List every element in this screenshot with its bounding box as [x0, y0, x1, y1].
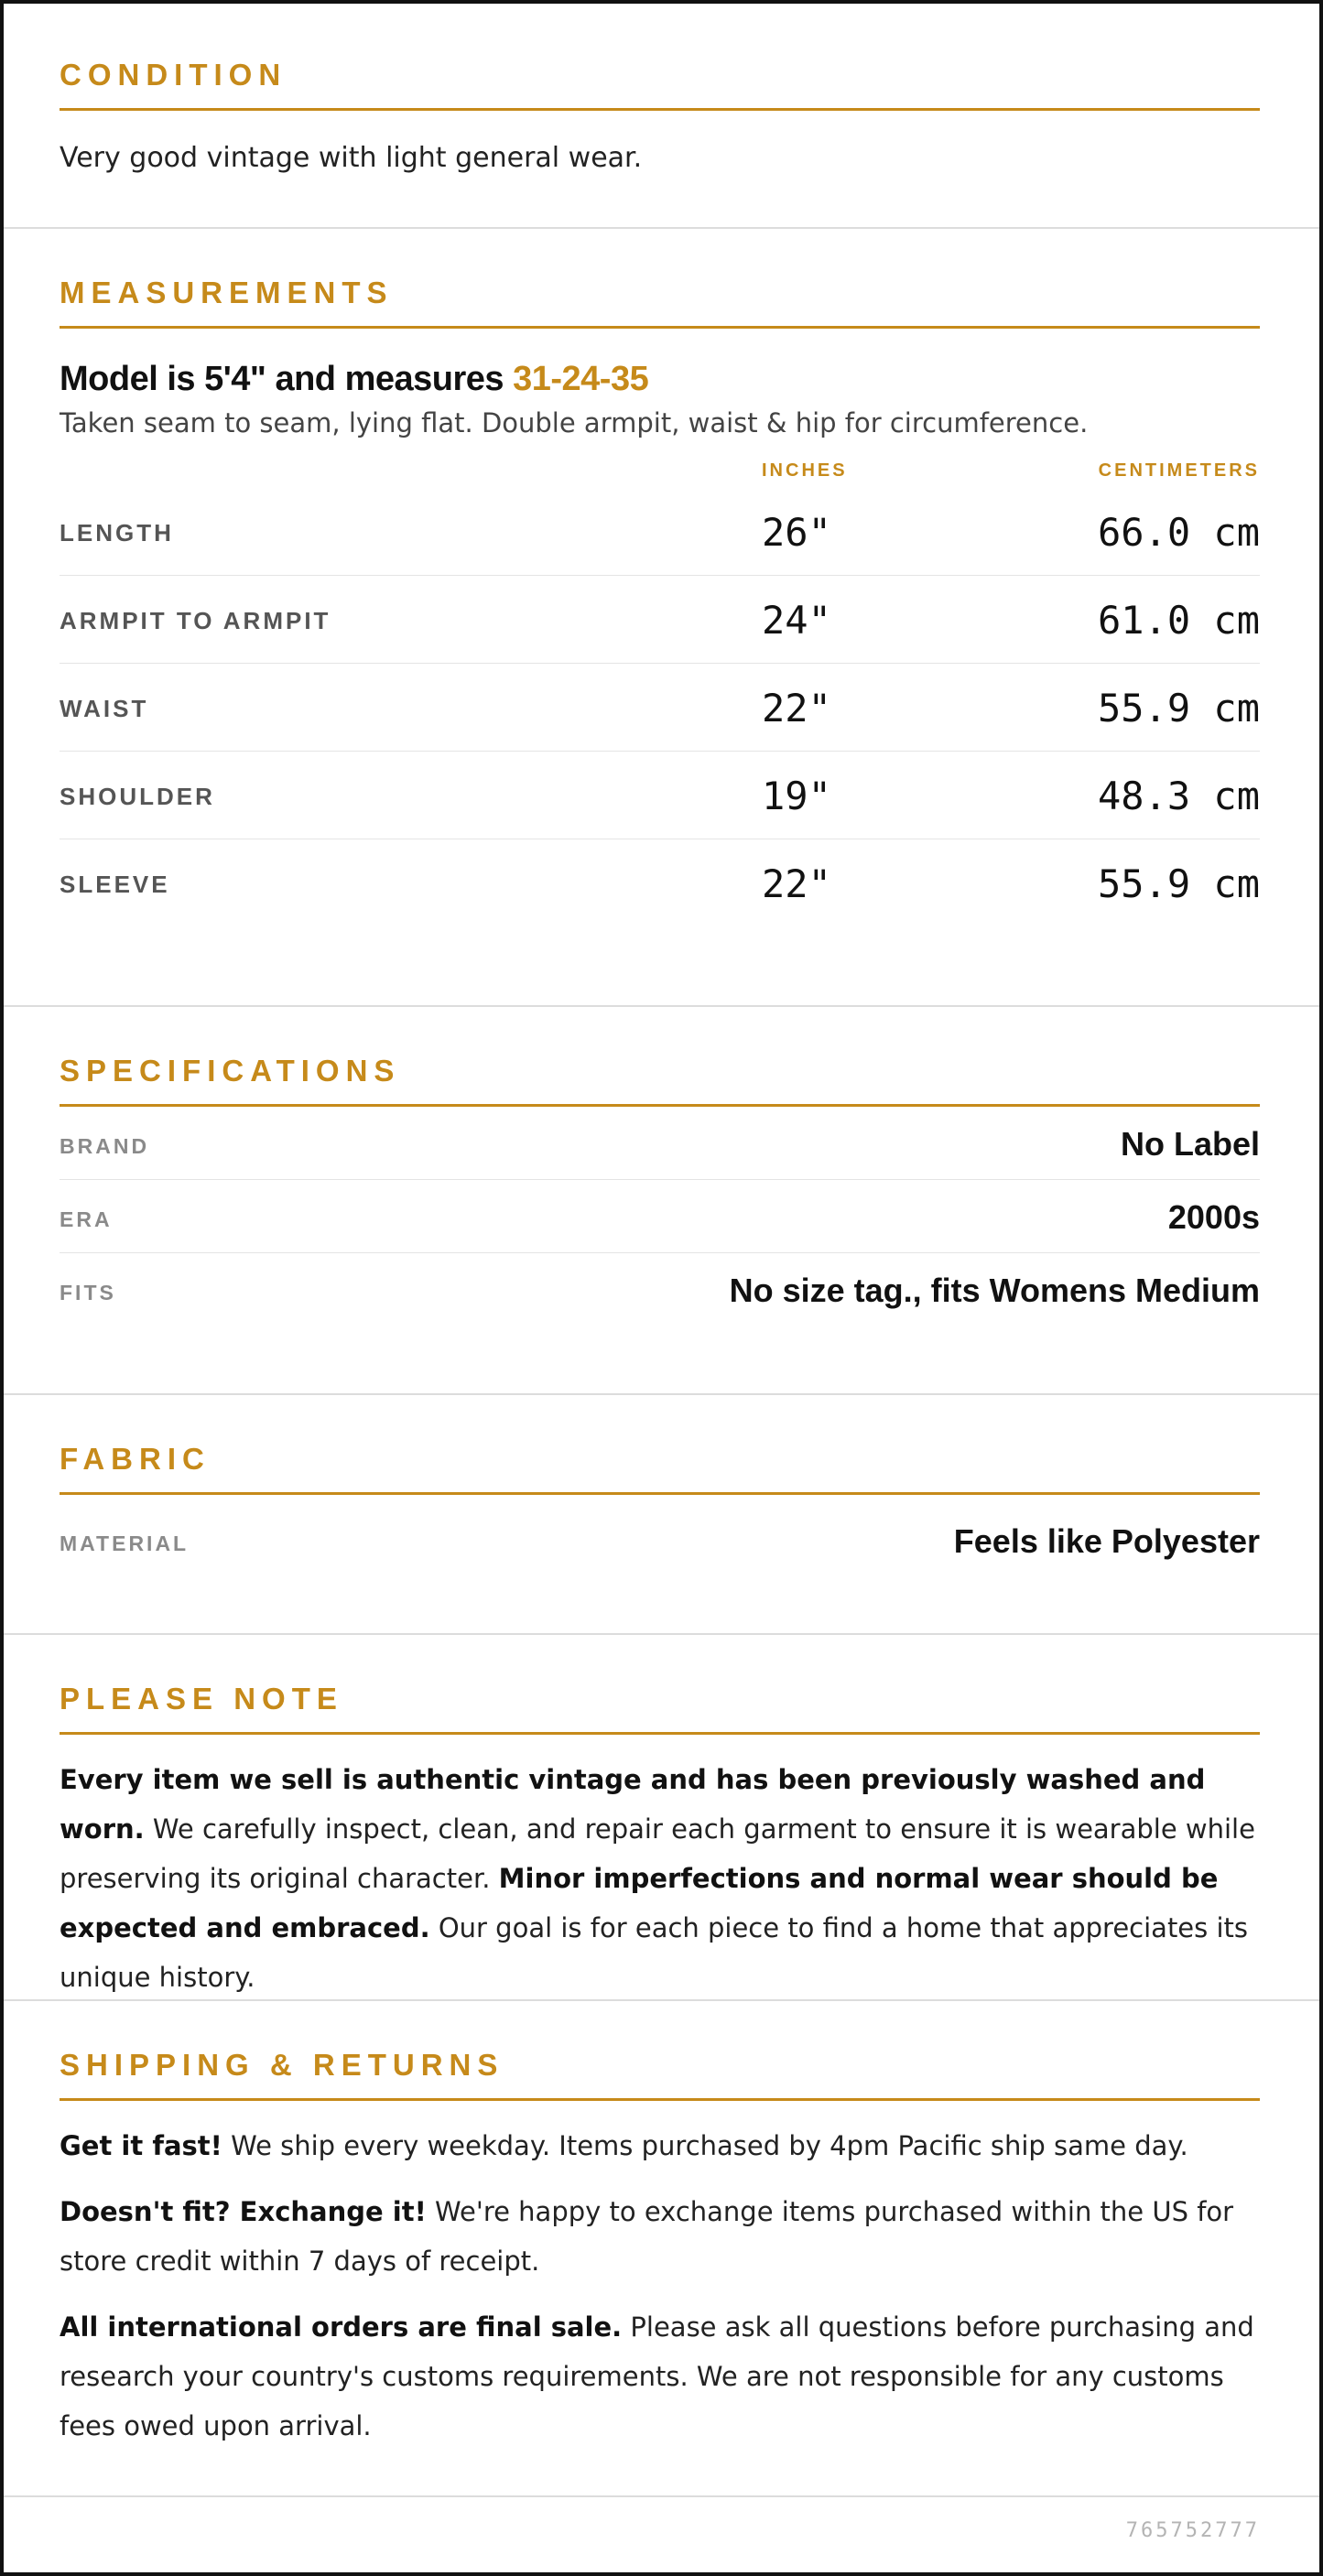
please-note-heading: PLEASE NOTE — [60, 1682, 343, 1716]
fabric-heading: FABRIC — [60, 1442, 211, 1476]
spec-row — [60, 1107, 1260, 1180]
please-note-text — [60, 1755, 1260, 2002]
measurement-inches: 24" — [762, 598, 831, 643]
shipping-item-bold: Doesn't fit? Exchange it! — [60, 2196, 427, 2227]
measurements-section — [4, 229, 1319, 1007]
measurement-row — [60, 752, 1260, 839]
shipping-item-bold: Get it fast! — [60, 2130, 222, 2161]
condition-section — [4, 7, 1319, 229]
spec-value: Feels like Polyester — [953, 1522, 1260, 1560]
shipping-item — [60, 2187, 1260, 2286]
model-measures: 31-24-35 — [513, 360, 649, 398]
measurement-table-header — [60, 460, 1260, 488]
shipping-heading: SHIPPING & RETURNS — [60, 2048, 504, 2082]
heading-rule — [60, 108, 1260, 111]
measurement-cm: 61.0 cm — [1097, 598, 1260, 643]
note-text-2: Our goal is for each piece to find a home that appreciates its unique history. — [60, 1912, 1249, 1993]
heading-rule — [60, 2098, 1260, 2101]
spec-value: No size tag., fits Womens Medium — [729, 1272, 1260, 1309]
spec-value: No Label — [1120, 1125, 1260, 1163]
measurement-row — [60, 839, 1260, 927]
measurement-row — [60, 664, 1260, 752]
note-text-1: We carefully inspect, clean, and repair each garment to ensure it is wearable while preserving its original character. — [60, 1813, 1255, 1894]
measurement-row — [60, 488, 1260, 576]
shipping-item-text: Please ask all questions before purchasing and research your country's customs requirements. We are not responsible for any customs fees owed upon arrival. — [60, 2311, 1254, 2441]
measurements-heading: MEASUREMENTS — [60, 276, 394, 309]
condition-text: Very good vintage with light general wear. — [60, 142, 643, 174]
spec-row — [60, 1180, 1260, 1253]
shipping-item — [60, 2302, 1260, 2451]
specifications-heading: SPECIFICATIONS — [60, 1054, 401, 1088]
measurement-inches: 26" — [762, 510, 831, 555]
measurement-inches: 22" — [762, 686, 831, 731]
note-bold-1: Every item we sell is authentic vintage and has been previously washed and worn. — [60, 1764, 1206, 1845]
spec-value: 2000s — [1167, 1198, 1260, 1236]
heading-rule — [60, 1732, 1260, 1735]
condition-heading: CONDITION — [60, 58, 287, 92]
shipping-item-bold: All international orders are final sale. — [60, 2311, 623, 2343]
measurement-inches: 19" — [762, 774, 831, 818]
model-measurements — [60, 358, 1260, 400]
shipping-item-text: We're happy to exchange items purchased within the US for store credit within 7 days of receipt. — [60, 2196, 1234, 2277]
measurement-label: SHOULDER — [60, 783, 215, 810]
measurement-label: ARMPIT TO ARMPIT — [60, 607, 331, 634]
shipping-item-text: We ship every weekday. Items purchased by 4pm Pacific ship same day. — [222, 2130, 1188, 2161]
spec-key: ERA — [60, 1207, 113, 1231]
measurement-method-note: Taken seam to seam, lying flat. Double armpit, waist & hip for circumference. — [60, 407, 1089, 438]
spec-row — [60, 1253, 1260, 1326]
model-prefix: Model is 5'4" and measures — [60, 360, 514, 398]
measurement-label: SLEEVE — [60, 871, 170, 898]
measurement-label: WAIST — [60, 695, 149, 722]
measurement-inches: 22" — [762, 861, 831, 906]
column-centimeters: CENTIMETERS — [1098, 460, 1260, 481]
measurement-row — [60, 576, 1260, 664]
spec-key: FITS — [60, 1281, 116, 1304]
note-bold-2: Minor imperfections and normal wear should be expected and embraced. — [60, 1863, 1219, 1943]
spec-key: BRAND — [60, 1134, 150, 1158]
spec-key: MATERIAL — [60, 1532, 190, 1555]
spec-row — [60, 1495, 1260, 1577]
heading-rule — [60, 326, 1260, 329]
shipping-section — [4, 2001, 1319, 2497]
specifications-section — [4, 1007, 1319, 1395]
fabric-section — [4, 1395, 1319, 1635]
please-note-section — [4, 1635, 1319, 2001]
column-inches: INCHES — [762, 460, 848, 481]
measurement-cm: 55.9 cm — [1097, 861, 1260, 906]
measurement-cm: 55.9 cm — [1097, 686, 1260, 731]
product-id: 765752777 — [1125, 2519, 1260, 2542]
measurement-cm: 48.3 cm — [1097, 774, 1260, 818]
measurement-cm: 66.0 cm — [1097, 510, 1260, 555]
measurement-label: LENGTH — [60, 519, 174, 547]
shipping-item — [60, 2121, 1260, 2170]
